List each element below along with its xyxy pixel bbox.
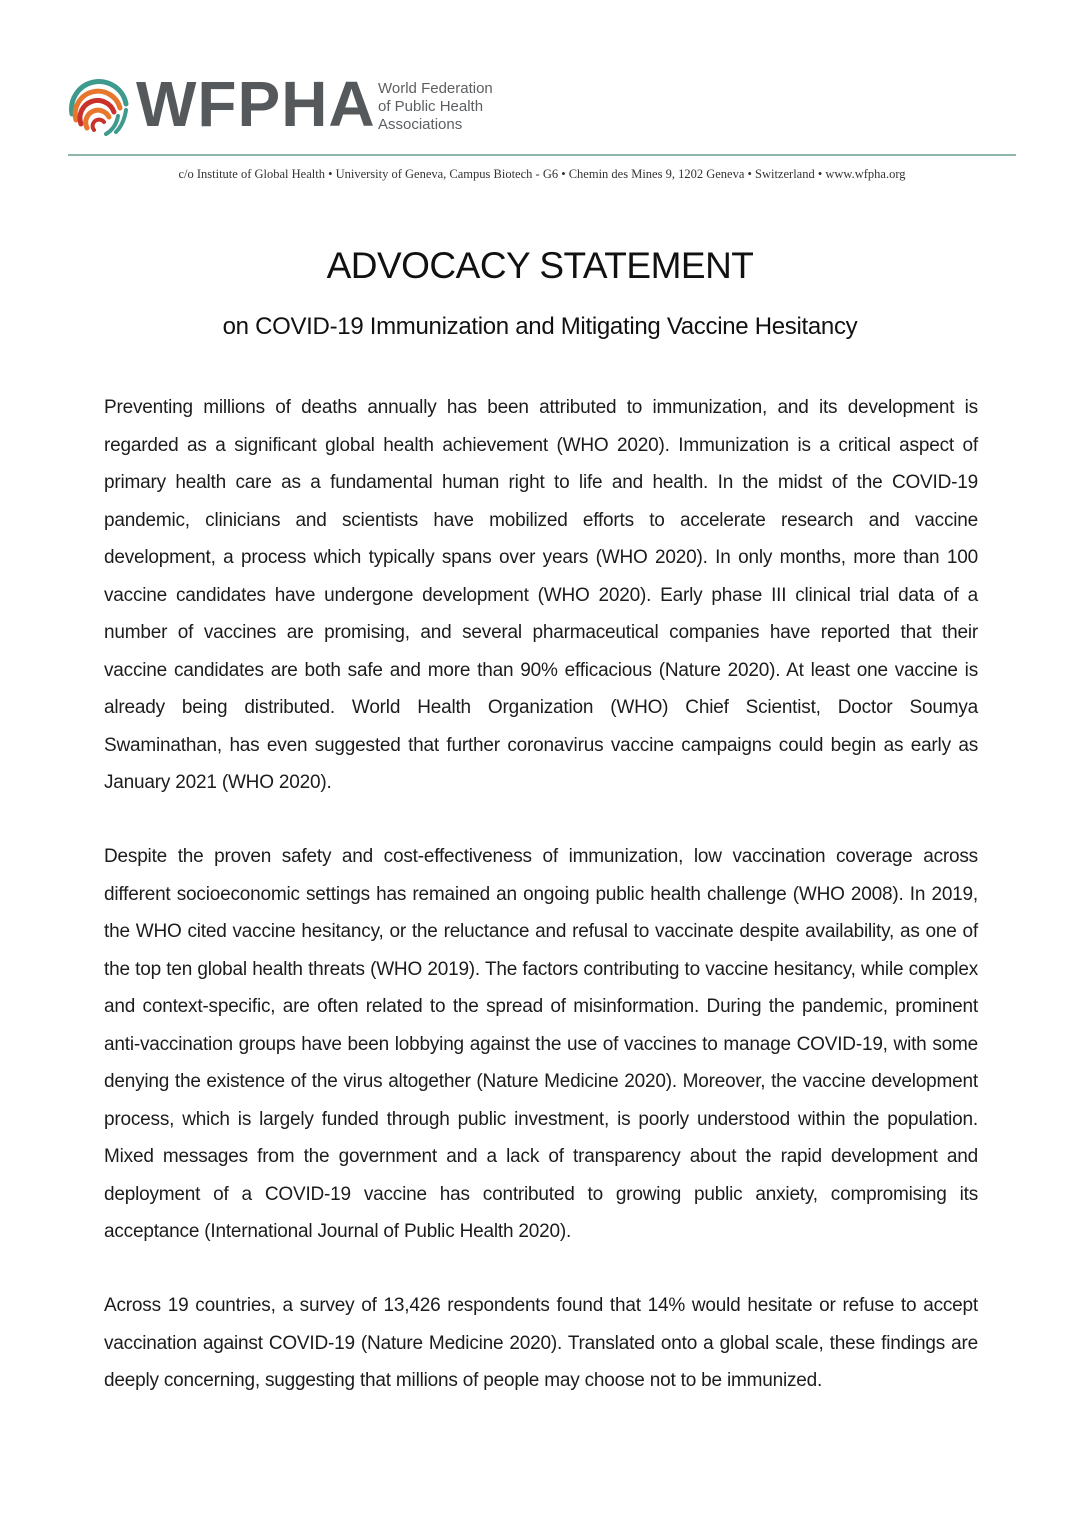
logo-name-line: Associations [378,116,463,133]
fingerprint-globe-icon [66,74,132,136]
body-paragraph: Preventing millions of deaths annually has been attributed to immunization, and its development is regarded as a significant global health achievement (WHO 2020). Immunization is a critical aspect of primary health care as a fundamental human right to life and health. In the midst of the COVID-19 pandemic, clinicians and scientists have mobilized efforts to accelerate research and vaccine development, a process which typically spans over years (WHO 2020). In only months, more than 100 vaccine candidates have undergone development (WHO 2020). Early phase III clinical trial data of a number of vaccines are promising, and several pharmaceutical companies have reported that their vaccine candidates are both safe and more than 90% efficacious (Nature 2020). At least one vaccine is already being distributed. World Health Organization (WHO) Chief Scientist, Doctor Soumya Swaminathan, has even suggested that further coronavirus vaccine campaigns could begin as early as January 2021 (WHO 2020). [104,397,978,793]
letterhead [66,70,1016,140]
header-divider [68,154,1016,156]
logo-name-line: World Federation [378,80,493,97]
body-paragraph: Across 19 countries, a survey of 13,426 respondents found that 14% would hesitate or refuse to accept vaccination against COVID-19 (Nature Medicine 2020). Translated onto a global scale, these findings are deeply concerning, suggesting that millions of people may choose not to be immunized. [104,1295,978,1391]
logo-wordmark: WFPHA [136,68,376,140]
logo-organization-name [378,80,493,134]
document-title: ADVOCACY STATEMENT [326,245,754,286]
document-subtitle: on COVID-19 Immunization and Mitigating Vaccine Hesitancy [222,313,858,340]
header-address: c/o Institute of Global Health • University of Geneva, Campus Biotech - G6 • Chemin des Mines 9, 1202 Geneva • Switzerland • www.wfpha.org [178,167,906,181]
body-paragraph: Despite the proven safety and cost-effectiveness of immunization, low vaccination coverage across different socioeconomic settings has remained an ongoing public health challenge (WHO 2008). In 2019, the WHO cited vaccine hesitancy, or the reluctance and refusal to vaccinate despite availability, as one of the top ten global health threats (WHO 2019). The factors contributing to vaccine hesitancy, while complex and context-specific, are often related to the spread of misinformation. During the pandemic, prominent anti-vaccination groups have been lobbying against the use of vaccines to manage COVID-19, with some denying the existence of the virus altogether (Nature Medicine 2020). Moreover, the vaccine development process, which is largely funded through public investment, is poorly understood within the population. Mixed messages from the government and a lack of transparency about the rapid development and deployment of a COVID-19 vaccine has contributed to growing public anxiety, compromising its acceptance (International Journal of Public Health 2020). [104,846,978,1242]
logo-name-line: of Public Health [378,98,484,115]
